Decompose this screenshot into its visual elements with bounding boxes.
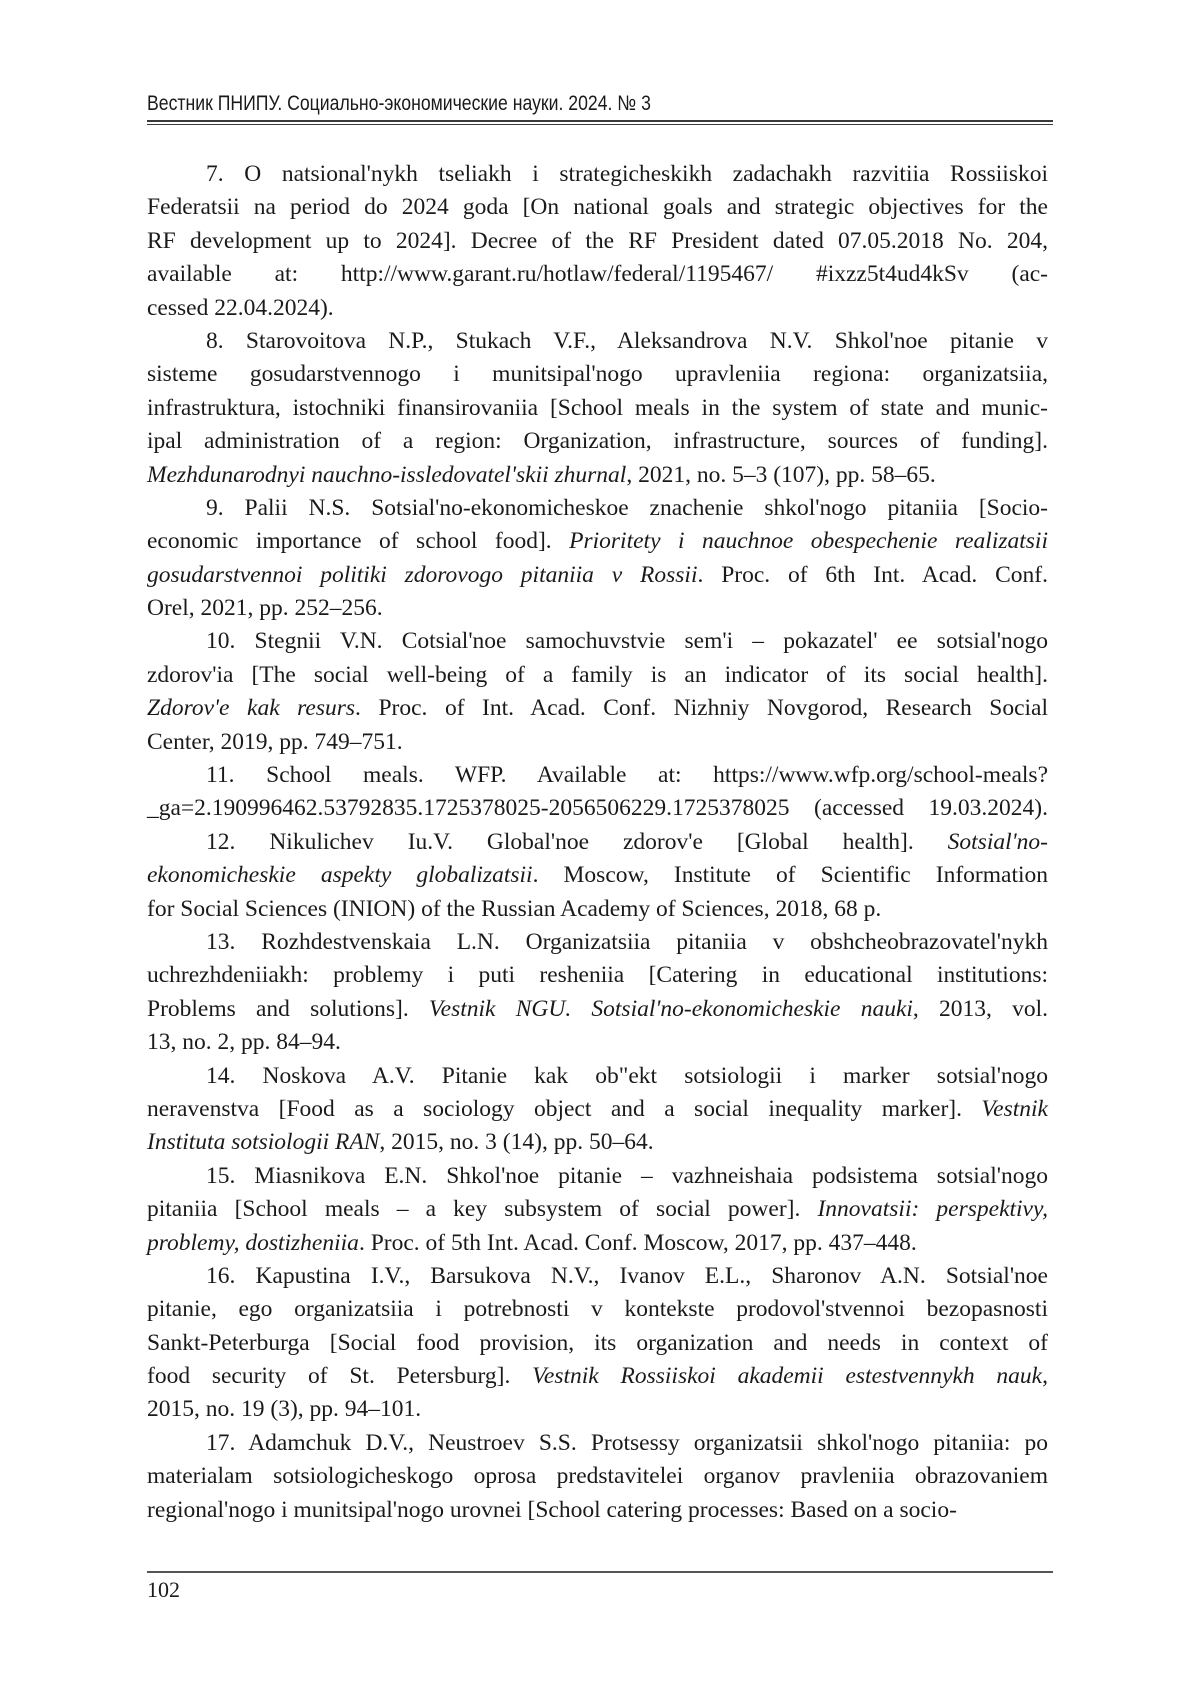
reference-line <box>147 492 1048 525</box>
reference-line <box>147 1427 1048 1460</box>
reference-source-title: Innovatsii: perspektivy, <box>817 1196 1048 1223</box>
reference-item <box>147 492 1048 626</box>
reference-line <box>147 993 1048 1026</box>
reference-text: 12. Nikulichev Iu.V. Global'noe zdorov'e [Global health]. <box>206 828 948 855</box>
reference-line <box>147 1126 1048 1159</box>
reference-item <box>147 1260 1048 1427</box>
reference-line <box>147 1060 1048 1093</box>
reference-text: 11. School meals. WFP. Available at: https://www.wfp.org/school-meals? <box>206 762 1048 789</box>
reference-text: 15. Miasnikova E.N. Shkol'noe pitanie – vazhneishaia podsistema sotsial'nogo <box>206 1162 1048 1189</box>
reference-line <box>147 893 1048 926</box>
reference-source-title: gosudarstvennoi politiki zdorovogo pitaniia v Rossii <box>147 561 698 588</box>
reference-text: cessed 22.04.2024). <box>147 294 334 321</box>
reference-text: 14. Noskova A.V. Pitanie kak ob"ekt sotsiologii i marker sotsial'nogo <box>206 1062 1048 1089</box>
reference-text: 13. Rozhdestvenskaia L.N. Organizatsiia pitaniia v obshcheobrazovatel'nykh <box>206 928 1048 955</box>
reference-source-title: Vestnik NGU. Sotsial'no-ekonomicheskie nauki <box>428 995 913 1022</box>
running-header-title: Вестник ПНИПУ. Социально-экономические науки. 2024. № 3 <box>147 92 651 115</box>
reference-line <box>147 1093 1048 1126</box>
reference-source-title: Instituta sotsiologii RAN <box>147 1129 380 1156</box>
reference-item <box>147 1060 1048 1160</box>
reference-list <box>147 158 1048 1527</box>
reference-text: 9. Palii N.S. Sotsial'no-ekonomicheskoe znachenie shkol'nogo pitaniia [Socio- <box>206 494 1048 521</box>
reference-text: available at: http://www.garant.ru/hotlaw/federal/1195467/ #ixzz5t4ud4kSv (ac- <box>147 261 1048 288</box>
reference-line <box>147 225 1048 258</box>
reference-line <box>147 1260 1048 1293</box>
page-number: 102 <box>147 1577 180 1602</box>
reference-line <box>147 325 1048 358</box>
reference-line <box>147 1494 1048 1527</box>
reference-line <box>147 158 1048 191</box>
reference-item <box>147 625 1048 759</box>
reference-line <box>147 425 1048 458</box>
reference-line <box>147 659 1048 692</box>
reference-source-title: Vestnik <box>981 1095 1048 1122</box>
reference-line <box>147 1160 1048 1193</box>
reference-text: Center, 2019, pp. 749–751. <box>147 728 403 755</box>
reference-line <box>147 959 1048 992</box>
reference-text: pitaniia [School meals – a key subsystem of social power]. <box>147 1196 818 1223</box>
reference-text: for Social Sciences (INION) of the Russian Academy of Sciences, 2018, 68 p. <box>147 895 882 922</box>
reference-text: food security of St. Petersburg]. <box>147 1363 533 1390</box>
reference-line <box>147 258 1048 291</box>
reference-text: Orel, 2021, pp. 252–256. <box>147 595 383 622</box>
reference-text: economic importance of school food]. <box>147 528 570 555</box>
reference-text: zdorov'ia [The social well-being of a family is an indicator of its social health]. <box>147 661 1048 688</box>
reference-line <box>147 459 1048 492</box>
reference-line <box>147 525 1048 558</box>
reference-line <box>147 759 1048 792</box>
reference-line <box>147 1293 1048 1326</box>
reference-line <box>147 726 1048 759</box>
reference-text: Sankt-Peterburga [Social food provision, its organization and needs in context of <box>147 1329 1048 1356</box>
reference-line <box>147 826 1048 859</box>
reference-text: pitanie, ego organizatsiia i potrebnosti v kontekste prodovol'stvennoi bezopasnosti <box>147 1296 1048 1323</box>
reference-text: Federatsii na period do 2024 goda [On national goals and strategic objectives for the <box>147 194 1048 221</box>
reference-line <box>147 1393 1048 1426</box>
reference-text: infrastruktura, istochniki finansirovaniia [School meals in the system of state and munic- <box>147 394 1048 421</box>
reference-item <box>147 325 1048 492</box>
reference-source-title: ekonomicheskie aspekty globalizatsii <box>147 862 533 889</box>
reference-item <box>147 158 1048 325</box>
reference-text: materialam sotsiologicheskogo oprosa predstavitelei organov pravleniia obrazovaniem <box>147 1463 1048 1490</box>
reference-line <box>147 692 1048 725</box>
reference-text: regional'nogo i munitsipal'nogo urovnei [School catering processes: Based on a socio- <box>147 1496 957 1523</box>
reference-line <box>147 392 1048 425</box>
reference-line <box>147 592 1048 625</box>
reference-text: 16. Kapustina I.V., Barsukova N.V., Ivanov E.L., Sharonov A.N. Sotsial'noe <box>206 1262 1048 1289</box>
reference-line <box>147 625 1048 658</box>
reference-source-title: problemy, dostizheniia <box>147 1229 359 1256</box>
reference-text: RF development up to 2024]. Decree of the RF President dated 07.05.2018 No. 204, <box>147 227 1048 254</box>
header-double-rule <box>147 120 1053 125</box>
reference-text: 8. Starovoitova N.P., Stukach V.F., Aleksandrova N.V. Shkol'noe pitanie v <box>206 327 1048 354</box>
reference-line <box>147 926 1048 959</box>
reference-line <box>147 292 1048 325</box>
reference-item <box>147 926 1048 1060</box>
footer-rule <box>147 1571 1053 1573</box>
reference-line <box>147 1460 1048 1493</box>
reference-line <box>147 792 1048 825</box>
reference-source-title: Prioritety i nauchnoe obespechenie realizatsii <box>569 528 1048 555</box>
reference-line <box>147 1193 1048 1226</box>
reference-source-title: Sotsial'no- <box>947 828 1048 855</box>
reference-item <box>147 1427 1048 1527</box>
reference-line <box>147 1227 1048 1260</box>
reference-text: 17. Adamchuk D.V., Neustroev S.S. Protsessy organizatsii shkol'nogo pitaniia: po <box>206 1429 1048 1456</box>
reference-source-title: Zdorov'e kak resurs <box>147 695 356 722</box>
reference-source-title: Vestnik Rossiiskoi akademii estestvennykh nauk <box>532 1363 1043 1390</box>
reference-text: . Moscow, Institute of Scientific Information <box>532 862 1049 889</box>
reference-source-title: Mezhdunarodnyi nauchno-issledovatel'skii zhurnal <box>147 461 627 488</box>
reference-text: _ga=2.190996462.53792835.1725378025-2056506229.1725378025 (accessed 19.03.2024). <box>147 795 1048 822</box>
reference-text: 2015, no. 19 (3), pp. 94–101. <box>147 1396 422 1423</box>
reference-text: , 2021, no. 5–3 (107), pp. 58–65. <box>626 461 936 488</box>
reference-text: ipal administration of a region: Organization, infrastructure, sources of funding]. <box>147 428 1048 455</box>
reference-text: 13, no. 2, pp. 84–94. <box>147 1029 341 1056</box>
reference-text: Problems and solutions]. <box>147 995 429 1022</box>
reference-line <box>147 859 1048 892</box>
reference-text: 10. Stegnii V.N. Cotsial'noe samochuvstvie sem'i – pokazatel' ee sotsial'nogo <box>206 628 1048 655</box>
reference-text: , 2015, no. 3 (14), pp. 50–64. <box>379 1129 654 1156</box>
reference-item <box>147 826 1048 926</box>
reference-line <box>147 1360 1048 1393</box>
reference-line <box>147 191 1048 224</box>
reference-item <box>147 759 1048 826</box>
reference-text: uchrezhdeniiakh: problemy i puti resheniia [Catering in educational institutions: <box>147 962 1048 989</box>
reference-line <box>147 559 1048 592</box>
reference-text: neravenstva [Food as a sociology object and a social inequality marker]. <box>147 1095 982 1122</box>
reference-line <box>147 1026 1048 1059</box>
reference-line <box>147 1327 1048 1360</box>
reference-text: 7. O natsional'nykh tseliakh i strategicheskikh zadachakh razvitiia Rossiiskoi <box>206 161 1048 187</box>
reference-item <box>147 1160 1048 1260</box>
reference-line <box>147 358 1048 391</box>
reference-text: . Proc. of 6th Int. Acad. Conf. <box>697 561 1048 588</box>
reference-text: . Proc. of Int. Acad. Conf. Nizhniy Novgorod, Research Social <box>355 695 1048 722</box>
reference-text: , <box>1042 1363 1048 1390</box>
reference-text: , 2013, vol. <box>912 995 1048 1022</box>
reference-text: . Proc. of 5th Int. Acad. Conf. Moscow, 2017, pp. 437–448. <box>358 1229 917 1256</box>
reference-text: sisteme gosudarstvennogo i munitsipal'nogo upravleniia regiona: organizatsiia, <box>147 361 1048 388</box>
